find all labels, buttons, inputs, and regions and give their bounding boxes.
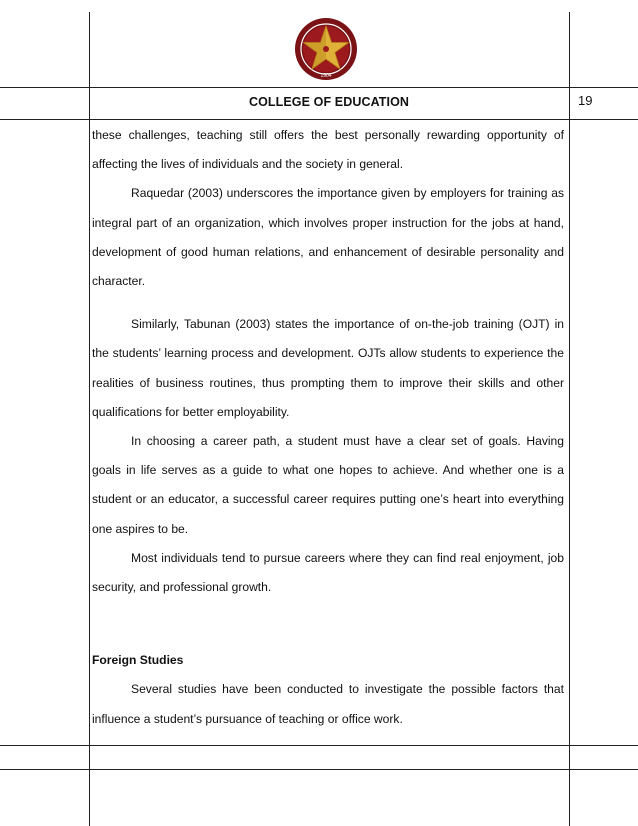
page-number: 19 [578, 93, 593, 108]
left-margin-line [89, 12, 90, 826]
footer-bottom-rule [0, 769, 638, 770]
paragraph-foreign-studies: Several studies have been conducted to investigate the possible factors that influence a student’s pursuance of teaching or office work. [92, 682, 564, 726]
seal-year: 1904 [320, 73, 332, 79]
paragraph-tabunan: Similarly, Tabunan (2003) states the importance of on-the-job training (OJT) in the students’ learning process and development. OJTs allow students to experience the realities of business routines, thus prompting them to improve their skills and other qualifications for better employability. [92, 317, 564, 419]
paragraph-raquedar: Raquedar (2003) underscores the importance given by employers for training as integral part of an organization, which involves proper instruction for the jobs at hand, development of good human relations, and enhancement of desirable personality and character. [92, 186, 564, 289]
page-header-title: COLLEGE OF EDUCATION [248, 95, 410, 109]
section-spacer [92, 602, 564, 646]
header-bottom-rule [0, 119, 638, 120]
paragraph-continuation: these challenges, teaching still offers the best personally rewarding opportunity of affecting the lives of individuals and the society in general. [92, 128, 564, 172]
paragraph-careers-enjoyment: Most individuals tend to pursue careers where they can find real enjoyment, job security, and professional growth. [92, 550, 564, 595]
right-margin-line [569, 12, 570, 826]
section-heading-foreign-studies: Foreign Studies [92, 653, 184, 668]
footer-top-rule [0, 745, 638, 746]
document-body [92, 121, 564, 734]
paragraph-spacer [92, 296, 564, 310]
paragraph-career-path: In choosing a career path, a student must have a clear set of goals. Having goals in life serves as a guide to what one hopes to achieve. And whether one is a student or an educator, a successful career requires putting one’s heart into everything one aspires to be. [92, 434, 564, 536]
university-seal [294, 17, 358, 81]
header-top-rule [0, 87, 638, 88]
